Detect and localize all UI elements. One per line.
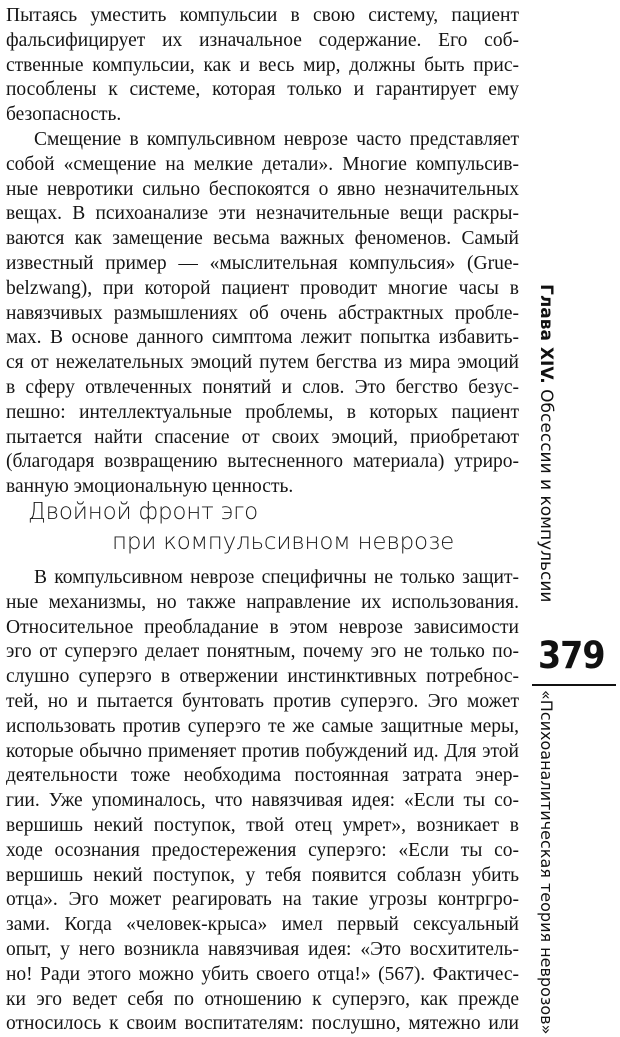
text-line: ся от нежелательных эмоций путем бегства из мира эмоций [6,352,519,374]
text-line: в сферу отвлеченных понятий и слов. Это бегство безус- [6,376,519,398]
text-line: использовать против суперэго те же самые защитные меры, [6,715,519,737]
body-text-bottom [6,566,519,1037]
text-line: эго от суперэго делает понятным, почему эго не только по- [6,641,519,663]
text-line: Относительное преобладание в этом неврозе зависимости [6,616,519,638]
text-line: собой «смещение на мелкие детали». Многие компульсив- [6,153,519,175]
text-line: Пытаясь уместить компульсии в свою систему, пациент [6,5,519,26]
page-number: 379 [538,634,605,677]
text-line: ходе осознания предостережения суперэго: «Если ты со- [6,839,519,861]
text-line: фальсифицирует их изначальное содержание. Его соб- [6,29,519,51]
text-line: вершишь некий поступок, у тебя появится соблазн убить [6,864,519,886]
text-line: известный пример — «мыслительная компульсия» (Grue- [6,252,519,274]
text-line: ные невротики сильно беспокоятся о явно незначительных [6,178,519,200]
text-line: (благодаря возвращению вытесненного материала) утриро- [6,451,519,473]
chapter-title: Обсессии и компульсии [536,389,556,603]
text-line: В компульсивном неврозе специфичны не только защит- [34,567,519,588]
text-line: ваются как замещение весьма важных феноменов. Самый [6,228,519,250]
text-line: слушно суперэго в отвержении инстинктивных потребнос- [6,666,519,688]
book-title-text: «Психоаналитическая теория неврозов» [537,690,556,1035]
book-title [533,690,563,1035]
text-line: ственные компульсии, как и весь мир, должны быть прис- [6,54,519,76]
text-line: гии. Уже упоминалось, что навязчивая идея: «Если ты со- [6,790,519,812]
text-line: опыт, у него возникла навязчивая идея: «Это восхититель- [6,938,519,960]
text-line: безопасность. [6,104,122,126]
section-heading-line-2: при компульсивном неврозе [112,529,455,555]
body-text-top [6,4,519,500]
text-line: пытается найти спасение от своих эмоций, приобретают [6,426,519,448]
text-line: ки эго ведет себя по отношению к суперэго, как прежде [6,988,519,1010]
chapter-label: Глава XIV. [536,284,556,384]
text-line: деятельности тоже необходима постоянная затрата энер- [6,765,519,787]
text-line: которые обычно применяет против побуждений ид. Для этой [6,740,519,762]
text-line: мах. В основе данного симптома лежит попытка избавить- [6,327,519,349]
text-line: Смещение в компульсивном неврозе часто представляет [34,128,519,150]
text-line: тей, но и пытается бунтовать против суперэго. Эго может [6,690,519,712]
text-line: вершишь некий поступок, твой отец умрет», возникает в [6,814,519,836]
text-line: но! Ради этого можно убить своего отца!» (567). Фактичес- [6,963,519,985]
page-number-rule [532,684,616,686]
text-line: вещах. В психоанализе эти незначительные вещи раскры- [6,203,519,225]
text-line: отца». Эго может реагировать на такие угрозы контргро- [6,889,519,911]
text-line: belzwang), при которой пациент проводит многие часы в [6,277,519,299]
section-heading-line-1: Двойной фронт эго [28,499,259,525]
text-line: относилось к своим воспитателям: послушно, мятежно или [6,1013,519,1035]
text-line: ванную эмоциональную ценность. [6,476,294,498]
running-head [533,284,563,614]
text-line: пешно: интеллектуальные проблемы, в которых пациент [6,401,519,423]
text-line: зами. Когда «человек-крыса» имел первый сексуальный [6,914,519,936]
text-line: навязчивых размышлениях об очень абстрактных пробле- [6,302,519,324]
text-line: пособлены к системе, которая только и гарантирует ему [6,79,519,101]
text-line: ные механизмы, но также направление их использования. [6,591,519,613]
